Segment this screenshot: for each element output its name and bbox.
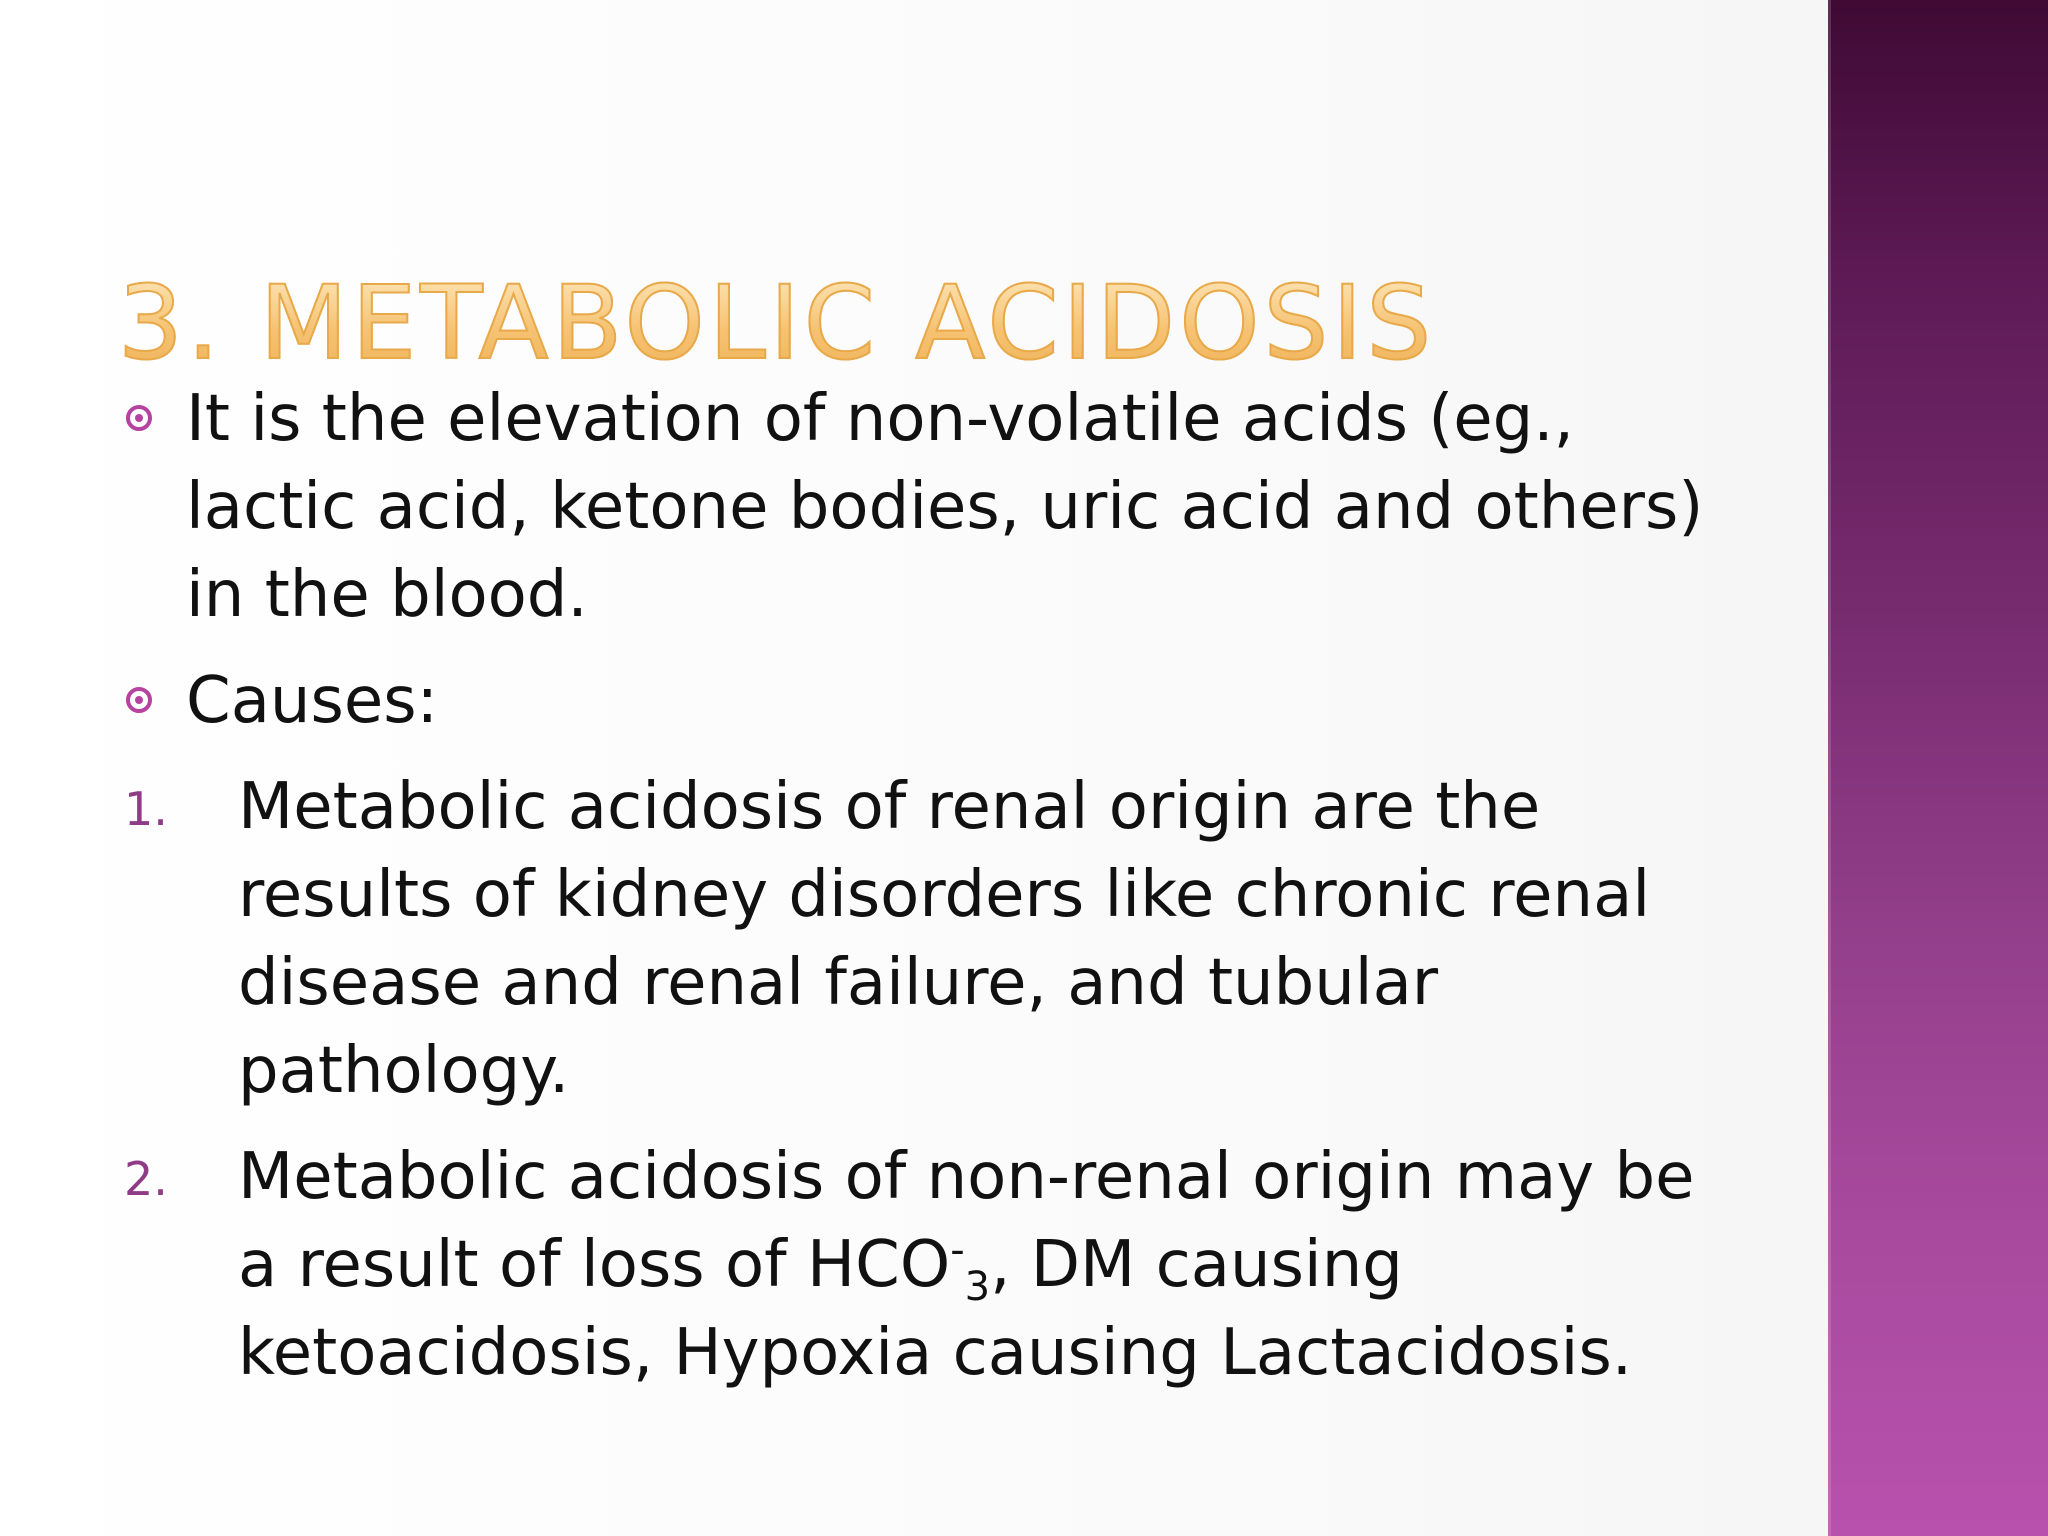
side-bar-edge [1828,0,1831,1536]
formula-subscript: 3 [964,1263,991,1310]
decorative-side-bar [1828,0,2048,1536]
numbered-item-text [238,1140,1695,1390]
circled-dot-bullet-icon [126,405,152,431]
bullet-text: Causes: [186,664,439,738]
numbered-item-non-renal [118,1133,1718,1397]
text-after-formula: , DM causing ketoacidosis, Hypoxia causing Lactacidosis. [238,1228,1633,1390]
list-number: 2. [124,1152,168,1206]
numbered-item-renal [118,763,1718,1115]
list-number: 1. [124,782,168,836]
numbered-item-text: Metabolic acidosis of renal origin are the results of kidney disorders like chronic renal disease and renal failure, and tubular pathology. [238,770,1651,1108]
text-before-formula: Metabolic acidosis of non-renal origin may be a result of loss of HCO [238,1140,1695,1302]
slide-body [118,375,1718,1415]
circled-dot-bullet-icon [126,687,152,713]
charge-superscript: - [950,1227,965,1274]
bullet-text: It is the elevation of non-volatile acids (eg., lactic acid, ketone bodies, uric acid and others) in the blood. [186,382,1704,632]
bullet-item-definition [118,375,1718,639]
slide-title: 3. METABOLIC ACIDOSIS [118,264,1436,384]
bullet-item-causes [118,657,1718,745]
